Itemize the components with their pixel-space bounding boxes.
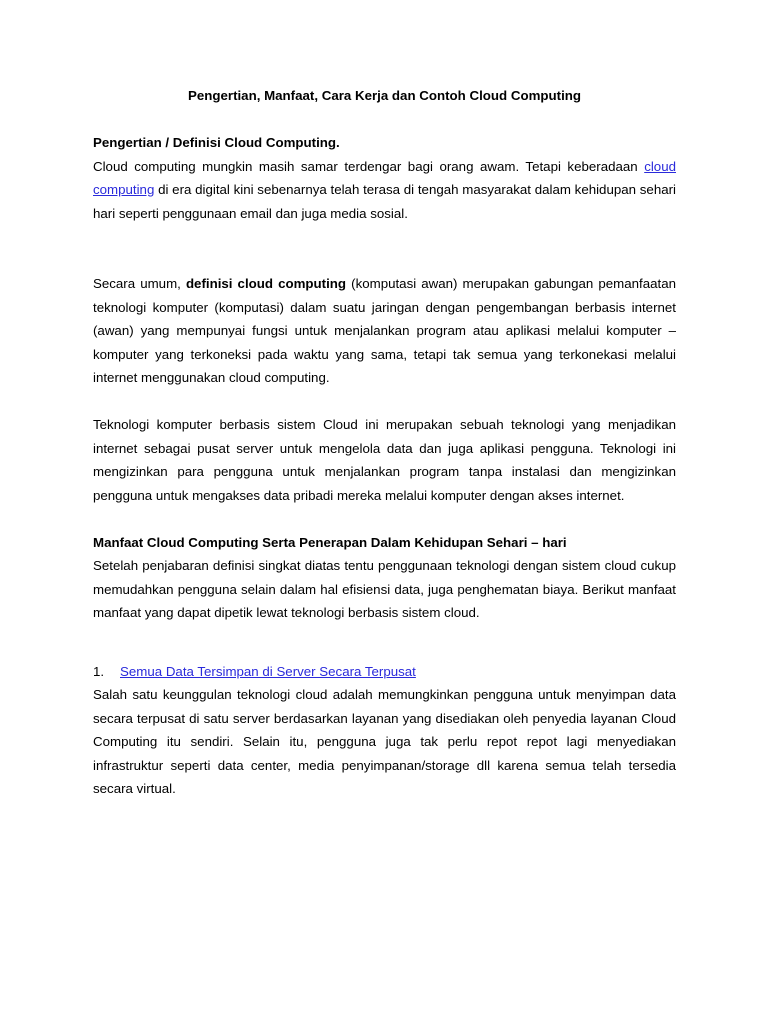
spacer [93, 390, 676, 414]
spacer [93, 108, 676, 132]
paragraph-item1-body: Salah satu keunggulan teknologi cloud adalah memungkinkan pengguna untuk menyimpan data secara terpusat di satu server berdasarkan layanan yang disediakan oleh penyedia layanan Cloud Computing itu sendiri. Selain itu, pengguna juga tak perlu repot repot lagi menyediakan infrastruktur seperti data center, media penyimpanan/storage dll karena semua telah tersedia secara virtual. [93, 687, 676, 796]
paragraph-text: (komputasi awan) merupakan gabungan pemanfaatan teknologi komputer (komputasi) dalam suatu jaringan dengan pengembangan berbasis internet (awan) yang mempunyai fungsi untuk menjalankan program atau aplikasi melalui komputer – komputer yang terkoneksi pada waktu yang sama, tetapi tak semua yang terkonekasi melalui internet menggunakan cloud computing. [93, 276, 677, 385]
spacer [93, 507, 676, 531]
paragraph-text: di era digital kini sebenarnya telah terasa di tengah masyarakat dalam kehidupan sehari hari seperti penggunaan email dan juga media sosial. [93, 182, 676, 221]
spacer [93, 225, 676, 272]
bold-term: definisi cloud computing [185, 276, 347, 291]
cloud-computing-link[interactable]: cloud computing [93, 158, 676, 197]
list-item-1 [93, 660, 676, 684]
document-title: Pengertian, Manfaat, Cara Kerja dan Contoh Cloud Computing [187, 88, 582, 103]
section-heading-definition: Pengertian / Definisi Cloud Computing. [93, 135, 340, 150]
paragraph-text: Cloud computing mungkin masih samar terdengar bagi orang awam. Tetapi keberadaan [93, 158, 645, 174]
spacer [93, 625, 676, 660]
document-page [93, 84, 676, 801]
paragraph-benefits-intro: Setelah penjabaran definisi singkat diatas tentu penggunaan teknologi dengan sistem cloud cukup memudahkan pengguna selain dalam hal efisiensi data, juga penghematan biaya. Berikut manfaat manfaat yang dapat dipetik lewat teknologi berbasis sistem cloud. [93, 558, 676, 620]
list-item-1-link[interactable]: Semua Data Tersimpan di Server Secara Terpusat [120, 663, 416, 679]
paragraph-intro [93, 155, 676, 226]
paragraph-text: Secara umum, [93, 276, 186, 291]
list-number: 1. [93, 663, 105, 679]
paragraph-technology: Teknologi komputer berbasis sistem Cloud ini merupakan sebuah teknologi yang menjadikan internet sebagai pusat server untuk mengelola data dan juga aplikasi pengguna. Teknologi ini mengizinkan para pengguna untuk menjalankan program tanpa instalasi dan mengizinkan pengguna untuk mengakses data pribadi mereka melalui komputer dengan akses internet. [93, 417, 676, 503]
section-heading-benefits: Manfaat Cloud Computing Serta Penerapan Dalam Kehidupan Sehari – hari [93, 534, 567, 550]
paragraph-definition [93, 272, 676, 390]
